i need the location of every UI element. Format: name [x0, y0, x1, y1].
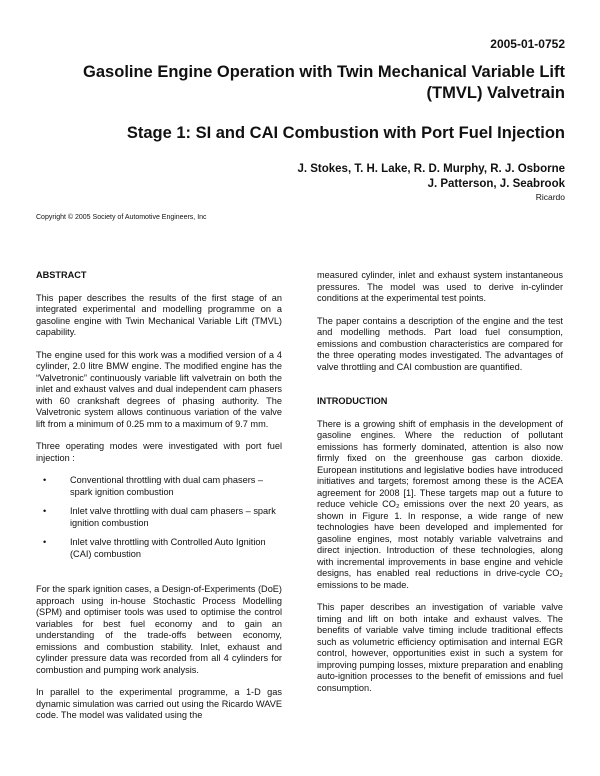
introduction-paragraph-1: There is a growing shift of emphasis in the development of gasoline engines. Where the reduction of pollutant emissions has formerly dominated, attention is also now firmly fixed on the greenhouse gas carbon dioxide. European institutions and legislative bodies have introduced initiatives and targets; foremost among these is the ACEA agreement for 2008 [1]. These targets map out a future to reduce vehicle CO₂ emissions over the next 20 years, as shown in Figure 1. In response, a wide range of new technologies have been developed and implemented for gasoline engines, most notably variable valvetrains and direct injection. Introduction of these technologies, along with incremental improvements in base engine and vehicle designs, has enabled real reductions in drive-cycle CO₂ emissions to be made. [317, 418, 563, 590]
list-item [36, 506, 282, 529]
abstract-paragraph-6: The paper contains a description of the engine and the test and modelling methods. Part load fuel consumption, emissions and combustion characteristics are compared for the three operating modes investigated. The advantages of valve throttling and CAI combustion are quantified. [317, 315, 563, 372]
abstract-paragraph-4: For the spark ignition cases, a Design-of-Experiments (DoE) approach using in-house Stochastic Process Modelling (SPM) and optimiser tools was used to optimise the control variables for best fuel economy and to gain an understanding of the trade-offs between economy, emissions and combustion stability. Inlet, exhaust and cylinder pressure data was recorded from all 4 cylinders for combustion and pumping work analysis. [36, 584, 282, 675]
right-column [317, 270, 563, 705]
authors-line-2: J. Patterson, J. Seabrook [427, 178, 565, 190]
abstract-paragraph-2: The engine used for this work was a modified version of a 4 cylinder, 2.0 litre BMW engine. The modified engine has the “Valvetronic” continuously variable lift valvetrain on both the inlet and exhaust valves and dual independent cam phasers with 60 crankshaft degrees of phasing authority. The Valvetronic system allows continuous variation of the valve lift from a minimum of 0.25 mm to a maximum of 9.7 mm. [36, 349, 282, 429]
bullet-icon: • [43, 506, 47, 516]
operating-modes-list [36, 475, 282, 560]
affiliation: Ricardo [535, 192, 565, 202]
introduction-heading: INTRODUCTION [317, 396, 388, 406]
abstract-heading: ABSTRACT [36, 270, 87, 280]
list-item [36, 537, 282, 560]
bullet-icon: • [43, 475, 47, 485]
list-item-text: Conventional throttling with dual cam phasers – spark ignition combustion [70, 475, 264, 497]
paper-id: 2005-01-0752 [490, 37, 565, 51]
bullet-icon: • [43, 537, 47, 547]
copyright-notice: Copyright © 2005 Society of Automotive Engineers, Inc [36, 214, 207, 221]
title-line-1: Gasoline Engine Operation with Twin Mechanical Variable Lift [83, 63, 565, 81]
introduction-paragraph-2: This paper describes an investigation of variable valve timing and lift on both intake and exhaust valves. The benefits of variable valve timing include traditional effects such as volumetric efficiency optimisation and internal EGR control, however, opportunities exist in such a system for improving pumping losses, mixture preparation and enabling auto-ignition processes to the benefit of emissions and fuel consumption. [317, 602, 563, 693]
paper-subtitle: Stage 1: SI and CAI Combustion with Port Fuel Injection [126, 124, 565, 142]
paper-title [25, 62, 565, 104]
authors [297, 162, 565, 192]
abstract-paragraph-3: Three operating modes were investigated with port fuel injection : [36, 441, 282, 463]
abstract-paragraph-5: In parallel to the experimental programme, a 1-D gas dynamic simulation was carried out using the Ricardo WAVE code. The model was validated using the [36, 687, 282, 720]
title-line-2: (TMVL) Valvetrain [426, 84, 565, 102]
left-column [36, 270, 282, 733]
list-item [36, 475, 282, 498]
abstract-paragraph-1: This paper describes the results of the first stage of an integrated experimental and modelling programme on a gasoline engine with Twin Mechanical Variable Lift (TMVL) capability. [36, 292, 282, 337]
list-item-text: Inlet valve throttling with dual cam phasers – spark ignition combustion [70, 506, 276, 528]
abstract-paragraph-5-continued: measured cylinder, inlet and exhaust system instantaneous pressures. The model was used to derive in-cylinder conditions at the experimental test points. [317, 270, 563, 303]
authors-line-1: J. Stokes, T. H. Lake, R. D. Murphy, R. J. Osborne [297, 163, 565, 175]
list-item-text: Inlet valve throttling with Controlled Auto Ignition (CAI) combustion [70, 537, 266, 559]
